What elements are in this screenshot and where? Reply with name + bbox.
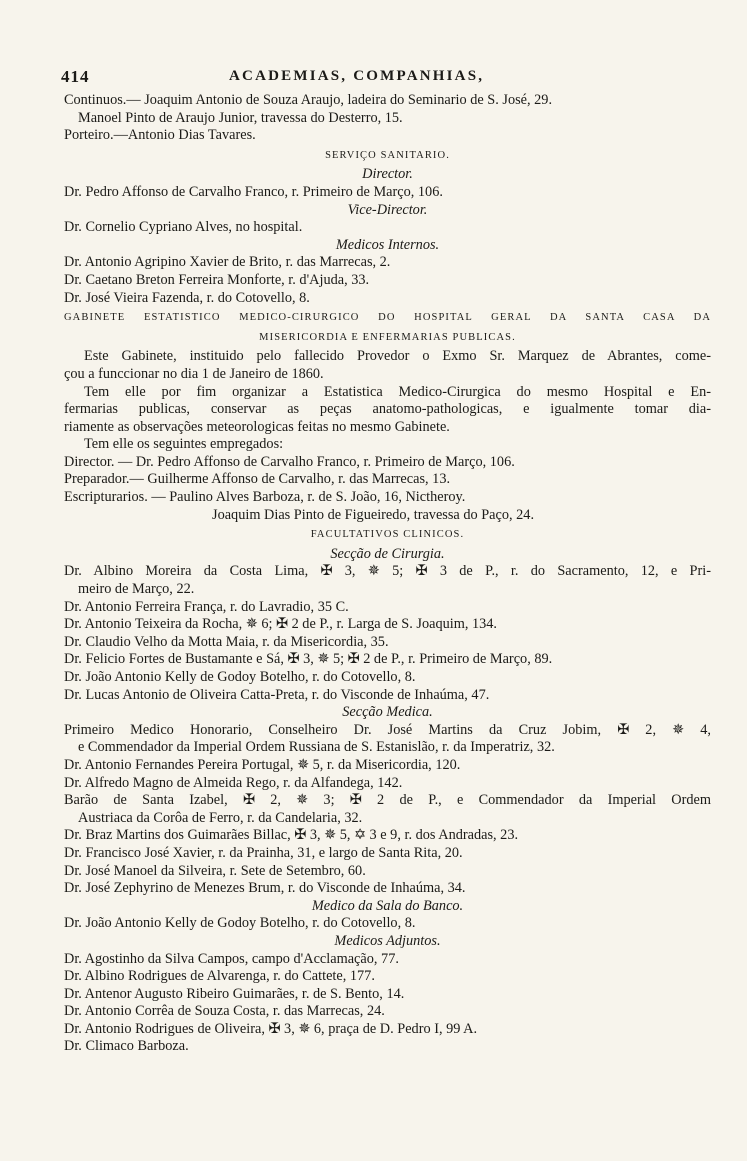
subsection-heading: Medicos Internos.: [335, 236, 440, 253]
text-line: Dr. Antonio Fernandes Pereira Portugal, ✵ 5, r. da Misericordia, 120.: [64, 756, 461, 773]
text-line: meiro de Março, 22.: [78, 581, 195, 598]
text-line: Dr. Alfredo Magno de Almeida Rego, r. da Alfandega, 142.: [64, 774, 403, 791]
text-line: Dr. Agostinho da Silva Campos, campo d'Acclamação, 77.: [64, 950, 399, 967]
text-line: Dr. Lucas Antonio de Oliveira Catta-Preta, r. do Visconde de Inhaúma, 47.: [64, 686, 490, 703]
text-line: fermarias publicas, conservar as peças anatomo-pathologicas, e igualmente tomar dia-: [64, 401, 711, 418]
text-line: Dr. João Antonio Kelly de Godoy Botelho, r. do Cotovello, 8.: [64, 915, 416, 932]
text-line: Preparador.— Guilherme Affonso de Carvalho, r. das Marrecas, 13.: [64, 471, 451, 488]
text-line: Continuos.— Joaquim Antonio de Souza Araujo, ladeira do Seminario de S. José, 29.: [64, 92, 553, 108]
text-line: Dr. Francisco José Xavier, r. da Prainha, 31, e largo de Santa Rita, 20.: [64, 844, 463, 861]
text-line: Dr. José Vieira Fazenda, r. do Cotovello, 8.: [64, 289, 310, 306]
text-line: Dr. Felicio Fortes de Bustamante e Sá, ✠ 3, ✵ 5; ✠ 2 de P., r. Primeiro de Março, 89.: [64, 651, 553, 668]
text-line: Dr. Albino Moreira da Costa Lima, ✠ 3, ✵ 5; ✠ 3 de P., r. do Sacramento, 12, e Pri-: [64, 563, 711, 580]
text-line: Dr. Antonio Ferreira França, r. do Lavradio, 35 C.: [64, 598, 349, 615]
subsection-heading: Medicos Adjuntos.: [334, 932, 441, 949]
subsection-heading: Secção de Cirurgia.: [330, 545, 445, 562]
text-line: Dr. Antonio Corrêa de Souza Costa, r. das Marrecas, 24.: [64, 1003, 385, 1020]
text-line: Escripturarios. — Paulino Alves Barboza, r. de S. João, 16, Nictheroy.: [64, 489, 466, 506]
text-line: Dr. Caetano Breton Ferreira Monforte, r. d'Ajuda, 33.: [64, 271, 370, 288]
text-line: çou a funccionar no dia 1 de Janeiro de 1860.: [64, 365, 324, 382]
text-line: Dr. José Zephyrino de Menezes Brum, r. do Visconde de Inhaúma, 34.: [64, 880, 466, 897]
text-line: Primeiro Medico Honorario, Conselheiro Dr. José Martins da Cruz Jobim, ✠ 2, ✵ 4,: [64, 721, 711, 738]
section-heading: FACULTATIVOS CLINICOS.: [310, 529, 465, 541]
page-header: [61, 66, 711, 92]
text-line: Dr. Claudio Velho da Motta Maia, r. da Misericordia, 35.: [64, 633, 389, 650]
subsection-heading: Director.: [362, 166, 413, 183]
text-line: Dr. Albino Rodrigues de Alvarenga, r. do Cattete, 177.: [64, 968, 375, 985]
page-number: 414: [61, 67, 90, 86]
text-line: e Commendador da Imperial Ordem Russiana de S. Estanislão, r. da Imperatriz, 32.: [78, 739, 555, 756]
subsection-heading: Medico da Sala do Banco.: [311, 897, 464, 914]
text-line: Este Gabinete, instituido pelo fallecido Provedor o Exmo Sr. Marquez de Abrantes, come-: [84, 348, 711, 365]
section-heading: MISERICORDIA E ENFERMARIAS PUBLICAS.: [259, 331, 516, 343]
text-line: riamente as observações meteorologicas feitas no mesmo Gabinete.: [64, 418, 450, 435]
text-line: Tem elle por fim organizar a Estatistica Medico-Cirurgica do mesmo Hospital e En-: [84, 383, 711, 400]
text-line: Austriaca da Corôa de Ferro, r. da Candelaria, 32.: [78, 809, 363, 826]
text-line: Dr. Cornelio Cypriano Alves, no hospital.: [64, 219, 303, 236]
text-line: Tem elle os seguintes empregados:: [84, 436, 284, 453]
text-line: Joaquim Dias Pinto de Figueiredo, travessa do Paço, 24.: [212, 506, 535, 523]
text-line: Dr. João Antonio Kelly de Godoy Botelho, r. do Cotovello, 8.: [64, 669, 416, 685]
text-line: Dr. Pedro Affonso de Carvalho Franco, r. Primeiro de Março, 106.: [64, 183, 443, 200]
section-heading: GABINETE ESTATISTICO MEDICO-CIRURGICO DO HOSPITAL GERAL DA SANTA CASA DA: [64, 312, 711, 324]
text-line: Director. — Dr. Pedro Affonso de Carvalho Franco, r. Primeiro de Março, 106.: [64, 453, 515, 470]
text-line: Dr. José Manoel da Silveira, r. Sete de Setembro, 60.: [64, 862, 366, 879]
subsection-heading: Vice-Director.: [347, 201, 428, 218]
text-line: Dr. Antonio Rodrigues de Oliveira, ✠ 3, ✵ 6, praça de D. Pedro I, 99 A.: [64, 1020, 478, 1037]
running-title: ACADEMIAS, COMPANHIAS,: [229, 68, 485, 84]
text-line: Dr. Climaco Barboza.: [64, 1038, 189, 1055]
text-line: Dr. Braz Martins dos Guimarães Billac, ✠ 3, ✵ 5, ✡ 3 e 9, r. dos Andradas, 23.: [64, 827, 519, 844]
section-heading: SERVIÇO SANITARIO.: [325, 149, 450, 161]
text-line: Dr. Antonio Agripino Xavier de Brito, r. das Marrecas, 2.: [64, 254, 391, 271]
document-body: [64, 92, 711, 1056]
text-line: Dr. Antenor Augusto Ribeiro Guimarães, r. de S. Bento, 14.: [64, 985, 405, 1002]
text-line: Barão de Santa Izabel, ✠ 2, ✵ 3; ✠ 2 de P., e Commendador da Imperial Ordem: [64, 792, 711, 809]
text-line: Porteiro.—Antonio Dias Tavares.: [64, 127, 256, 144]
text-line: Dr. Antonio Teixeira da Rocha, ✵ 6; ✠ 2 de P., r. Larga de S. Joaquim, 134.: [64, 616, 498, 633]
text-line: Manoel Pinto de Araujo Junior, travessa do Desterro, 15.: [78, 109, 403, 126]
subsection-heading: Secção Medica.: [342, 704, 433, 721]
